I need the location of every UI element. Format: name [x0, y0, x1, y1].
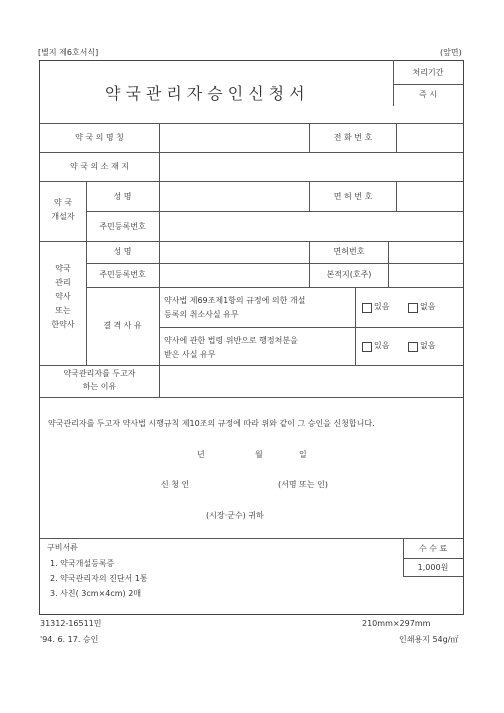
founder-resident-no-field[interactable]	[160, 212, 462, 241]
reason1-no-label: 없음	[420, 302, 436, 311]
reason1-no-checkbox[interactable]	[408, 303, 418, 313]
form-number: [별지 제6호서식]	[38, 48, 99, 57]
founder-license-label: 면 허 번 호	[333, 192, 373, 201]
reason2-no-label: 없음	[420, 341, 436, 350]
reason2-yes-label: 있음	[374, 341, 390, 350]
manager-license-label: 면허번호	[333, 247, 365, 256]
date-year: 년	[197, 450, 205, 459]
manager-label-line: 약사	[55, 292, 71, 301]
paper-weight: 인쇄용지 54g/㎡	[399, 635, 459, 644]
applicant-label: 신 청 인	[161, 480, 190, 489]
reason1-yes-label: 있음	[374, 302, 390, 311]
reason2-no-checkbox[interactable]	[408, 342, 418, 352]
form-code: 31312-16511민	[40, 619, 102, 628]
founder-label: 약 국	[54, 198, 72, 207]
manager-label-line: 관리	[55, 278, 71, 287]
founder-name-label: 성 명	[113, 192, 132, 201]
document-item: 1. 약국개설등록증	[50, 559, 115, 568]
manager-label	[40, 262, 86, 332]
document-item: 2. 약국관리자의 진단서 1통	[50, 574, 148, 583]
fee-value: 1,000원	[417, 563, 449, 572]
reason2-yes-checkbox[interactable]	[362, 342, 372, 352]
fee-label: 수 수 료	[418, 544, 448, 553]
date-month: 월	[255, 450, 263, 459]
signature-label: (서명 또는 인)	[278, 480, 328, 489]
reason-label: 약국관리자를 두고자	[63, 369, 136, 378]
manager-name-field[interactable]	[160, 242, 308, 263]
processing-period-value: 즉 시	[419, 90, 437, 99]
founder-label-2: 개설자	[51, 212, 75, 221]
founder-license-field[interactable]	[397, 182, 462, 211]
manager-label-line: 약국	[55, 264, 71, 273]
approval-date: '94. 6. 17. 승인	[40, 635, 99, 644]
registered-domicile-field[interactable]	[389, 264, 462, 287]
founder-resident-no-label: 주민등록번호	[99, 222, 146, 231]
founder-name-field[interactable]	[160, 182, 308, 211]
registered-domicile-label: 본적지(호주)	[326, 270, 372, 279]
pharmacy-name-field[interactable]	[160, 124, 308, 152]
documents-title: 구비서류	[47, 543, 78, 552]
phone-label: 전 화 번 호	[333, 133, 373, 142]
reason1-yes-checkbox[interactable]	[362, 303, 372, 313]
manager-label-line: 또는	[55, 306, 71, 315]
reason1-text-2: 등록의 취소사실 유무	[164, 310, 239, 319]
document-item: 3. 사진( 3cm×4cm) 2매	[50, 589, 142, 598]
paper-size: 210mm×297mm	[362, 619, 431, 628]
reason1-text: 약사법 제69조제1항의 규정에 의한 개설	[164, 296, 306, 305]
page-side-label: (앞면)	[440, 48, 462, 57]
reason2-text-2: 받은 사실 유무	[164, 350, 216, 359]
form-title: 약국관리자승인신청서	[105, 84, 310, 103]
manager-name-label: 성 명	[113, 247, 132, 256]
recipient-label: (시장·군수) 귀하	[206, 511, 264, 520]
reason2-text: 약사에 관한 법령 위반으로 행정처분을	[164, 336, 298, 345]
location-field[interactable]	[160, 153, 462, 181]
application-statement: 약국관리자를 두고자 약사법 시행규칙 제10조의 규정에 따라 위와 같이 그 승인을 신청합니다.	[48, 419, 375, 428]
disqualification-label: 결 격 사 유	[103, 321, 142, 330]
phone-field[interactable]	[397, 124, 462, 152]
reason-label-2: 하는 이유	[82, 382, 117, 391]
location-label: 약 국 의 소 재 지	[69, 162, 130, 171]
pharmacy-name-label: 약 국 의 명 칭	[75, 133, 124, 142]
manager-license-field[interactable]	[389, 242, 462, 263]
reason-field[interactable]	[160, 366, 462, 397]
processing-period-label: 처리기간	[412, 68, 444, 77]
manager-resident-no-field[interactable]	[160, 264, 308, 287]
manager-resident-no-label: 주민등록번호	[99, 270, 146, 279]
manager-label-line: 한약사	[51, 320, 75, 329]
date-day: 일	[299, 450, 307, 459]
